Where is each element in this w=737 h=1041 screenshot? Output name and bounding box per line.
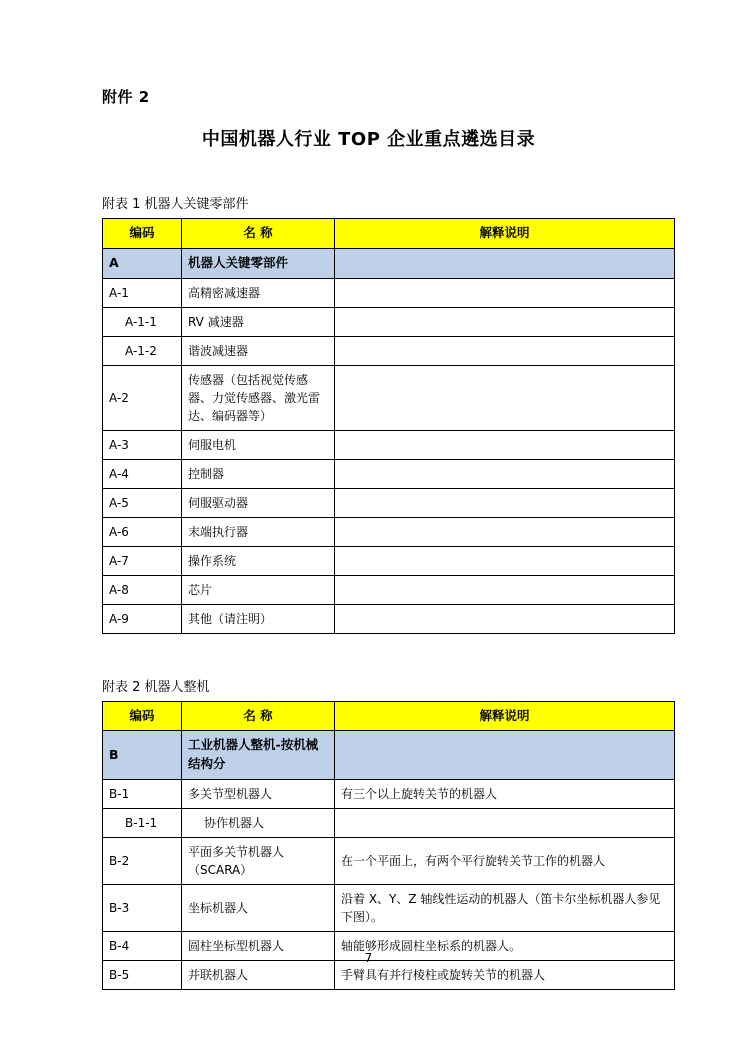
table-robot-complete-machine: [102, 701, 675, 990]
cell-desc: [335, 248, 675, 278]
cell-code: A-6: [103, 517, 182, 546]
cell-name: 机器人关键零部件: [182, 248, 335, 278]
header-code: 编码: [103, 701, 182, 731]
cell-name: 其他（请注明）: [182, 604, 335, 633]
cell-name: 坐标机器人: [182, 884, 335, 931]
page-number: 7: [364, 951, 373, 965]
table1-caption: 附表 1 机器人关键零部件: [102, 197, 249, 212]
cell-desc: [335, 575, 675, 604]
table-row: [103, 884, 675, 931]
attachment-label: 附件 2: [102, 88, 150, 106]
table-row: [103, 837, 675, 884]
table-row: [103, 488, 675, 517]
cell-code: A-5: [103, 488, 182, 517]
cell-name: 圆柱坐标型机器人: [182, 931, 335, 960]
cell-code: A-8: [103, 575, 182, 604]
cell-code: B-5: [103, 960, 182, 989]
cell-code: A-1-1: [103, 307, 182, 336]
cell-desc: [335, 517, 675, 546]
cell-code: A: [103, 248, 182, 278]
cell-name: 多关节型机器人: [182, 779, 335, 808]
table-row: [103, 248, 675, 278]
header-desc: 解释说明: [335, 701, 675, 731]
table-row: [103, 365, 675, 430]
table-header-row: [103, 701, 675, 731]
cell-name: 工业机器人整机-按机械结构分: [182, 731, 335, 780]
cell-desc: [335, 459, 675, 488]
page-content: [102, 0, 661, 990]
cell-desc: [335, 336, 675, 365]
cell-code: A-7: [103, 546, 182, 575]
table-row: [103, 808, 675, 837]
cell-name: 传感器（包括视觉传感器、力觉传感器、激光雷达、编码器等）: [182, 365, 335, 430]
table-row: [103, 575, 675, 604]
cell-desc: [335, 604, 675, 633]
header-desc: 解释说明: [335, 219, 675, 249]
cell-desc: [335, 488, 675, 517]
table-row: [103, 459, 675, 488]
cell-name: 并联机器人: [182, 960, 335, 989]
table-row: [103, 604, 675, 633]
cell-name: 末端执行器: [182, 517, 335, 546]
cell-name: 芯片: [182, 575, 335, 604]
cell-name: 谐波减速器: [182, 336, 335, 365]
cell-desc: [335, 731, 675, 780]
cell-name: RV 减速器: [182, 307, 335, 336]
cell-code: B-1-1: [103, 808, 182, 837]
table-row: [103, 336, 675, 365]
cell-name: 协作机器人: [182, 808, 335, 837]
table-row: [103, 546, 675, 575]
table-row: [103, 731, 675, 780]
table-header-row: [103, 219, 675, 249]
cell-desc: [335, 808, 675, 837]
page-title: 中国机器人行业 TOP 企业重点遴选目录: [201, 129, 536, 150]
cell-code: B-3: [103, 884, 182, 931]
cell-code: B-2: [103, 837, 182, 884]
cell-code: A-4: [103, 459, 182, 488]
table-robot-key-components: [102, 218, 675, 634]
header-name: 名 称: [182, 701, 335, 731]
cell-code: A-9: [103, 604, 182, 633]
cell-code: A-1: [103, 278, 182, 307]
cell-name: 伺服驱动器: [182, 488, 335, 517]
header-code: 编码: [103, 219, 182, 249]
cell-desc: [335, 278, 675, 307]
cell-name: 操作系统: [182, 546, 335, 575]
cell-name: 平面多关节机器人（SCARA）: [182, 837, 335, 884]
table-row: [103, 517, 675, 546]
cell-desc: [335, 307, 675, 336]
cell-desc: [335, 365, 675, 430]
cell-desc: 在一个平面上，有两个平行旋转关节工作的机器人: [335, 837, 675, 884]
cell-code: A-2: [103, 365, 182, 430]
cell-desc: [335, 430, 675, 459]
cell-desc: 手臂具有并行棱柱或旋转关节的机器人: [335, 960, 675, 989]
cell-desc: 轴能够形成圆柱坐标系的机器人。: [335, 931, 675, 960]
cell-code: A-3: [103, 430, 182, 459]
cell-code: A-1-2: [103, 336, 182, 365]
cell-name: 伺服电机: [182, 430, 335, 459]
table-row: [103, 307, 675, 336]
cell-desc: 沿着 X、Y、Z 轴线性运动的机器人（笛卡尔坐标机器人参见下图）。: [335, 884, 675, 931]
table-row: [103, 430, 675, 459]
cell-desc: [335, 546, 675, 575]
header-name: 名 称: [182, 219, 335, 249]
cell-code: B-1: [103, 779, 182, 808]
cell-name: 高精密减速器: [182, 278, 335, 307]
cell-code: B-4: [103, 931, 182, 960]
cell-code: B: [103, 731, 182, 780]
table-row: [103, 779, 675, 808]
cell-name: 控制器: [182, 459, 335, 488]
table-row: [103, 278, 675, 307]
table2-caption: 附表 2 机器人整机: [102, 679, 210, 695]
cell-desc: 有三个以上旋转关节的机器人: [335, 779, 675, 808]
